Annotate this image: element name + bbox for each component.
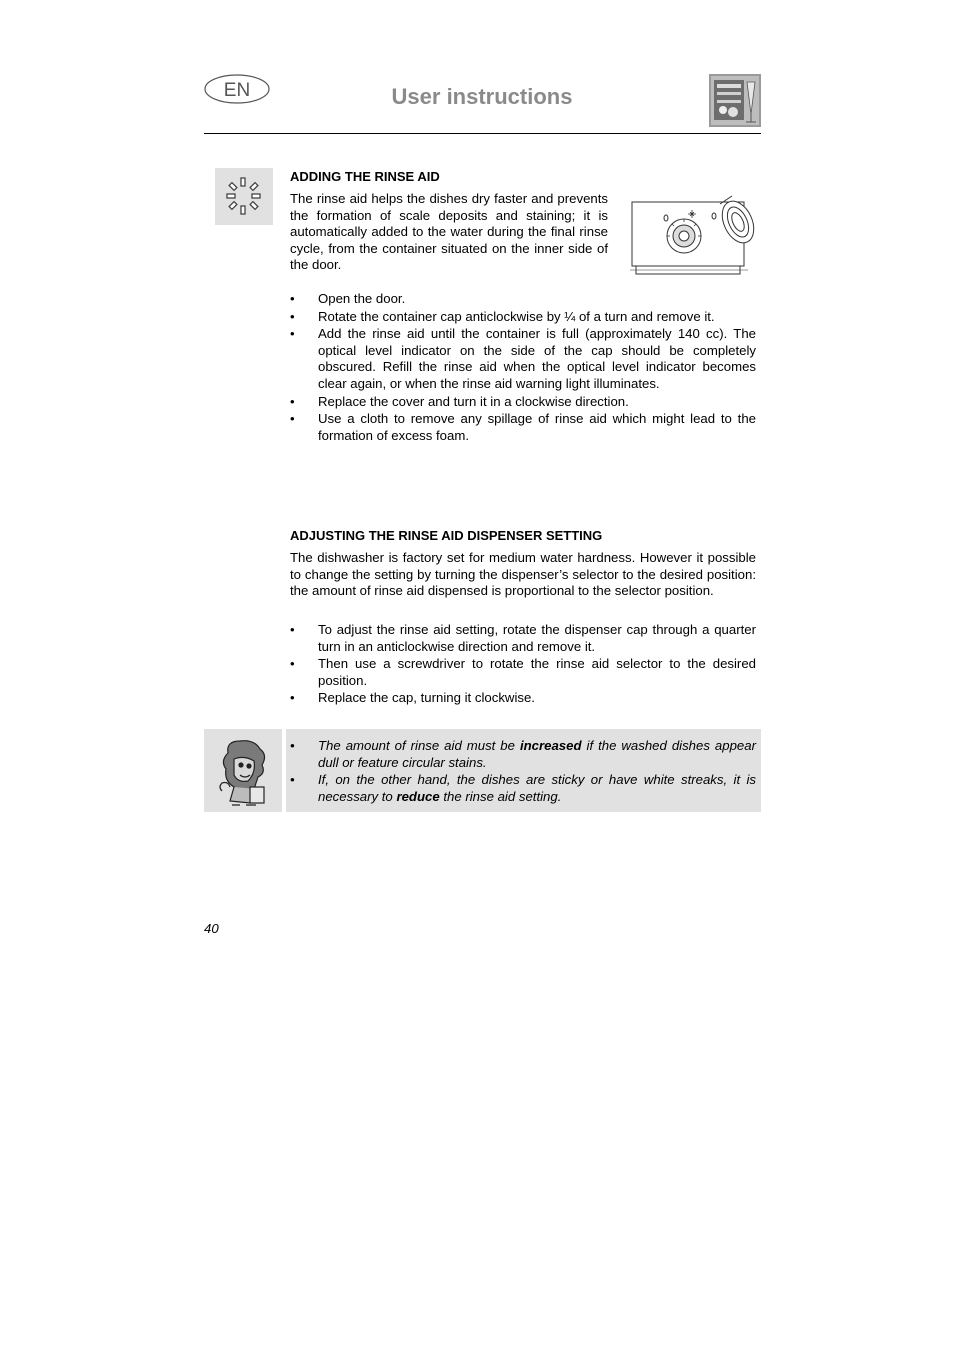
rinse-aid-dispenser-illustration bbox=[628, 186, 760, 280]
tip-text: if the washed dishes appear dull or feature circular stains. bbox=[318, 738, 756, 770]
tip-cartoon-character-icon bbox=[204, 729, 282, 812]
list-item bbox=[290, 394, 756, 411]
list-item-text: Rotate the container cap anticlockwise by ¼ of a turn and remove it. bbox=[318, 308, 715, 324]
list-item bbox=[290, 656, 756, 689]
list-item-text: Then use a screwdriver to rotate the rinse aid selector to the desired position. bbox=[318, 656, 756, 688]
bullet: • bbox=[290, 326, 295, 342]
list-item-text: Add the rinse aid until the container is full (approximately 140 cc). The optical level indicator on the side of the cap should be completely obscured. Refill the rinse aid when the optical level indicator becomes clear again, or when the rinse aid warning light illuminates. bbox=[318, 326, 756, 391]
bullet: • bbox=[290, 738, 295, 753]
section-intro-paragraph: The dishwasher is factory set for medium water hardness. However it possible to change the setting by turning the dispenser’s selector to the desired position: the amount of rinse aid dispensed is proportional to the selector position. bbox=[290, 550, 756, 599]
page-number: 40 bbox=[204, 921, 219, 936]
list-item-text: To adjust the rinse aid setting, rotate the dispenser cap through a quarter turn in an anticlockwise direction and remove it. bbox=[318, 622, 756, 654]
list-item bbox=[290, 291, 756, 308]
list-item-text: Replace the cover and turn it in a clockwise direction. bbox=[318, 393, 629, 409]
list-item bbox=[290, 738, 756, 771]
header-divider bbox=[204, 133, 761, 134]
list-item bbox=[290, 690, 756, 707]
list-item bbox=[290, 411, 756, 444]
page-title: User instructions bbox=[391, 84, 573, 109]
list-item bbox=[290, 772, 756, 805]
tip-emphasis: increased bbox=[519, 738, 582, 753]
list-item bbox=[290, 622, 756, 655]
tip-emphasis: reduce bbox=[396, 788, 440, 804]
bullet: • bbox=[290, 656, 295, 672]
list-item-text: Open the door. bbox=[318, 291, 406, 306]
list-item-text: Use a cloth to remove any spillage of rinse aid which might lead to the formation of excess foam. bbox=[318, 411, 756, 443]
adjust-steps-list bbox=[290, 622, 756, 708]
tip-text: If, on the other hand, the dishes are sticky or have white streaks, it is necessary to bbox=[318, 772, 756, 804]
bullet: • bbox=[290, 622, 295, 637]
list-item bbox=[290, 326, 756, 392]
language-code: EN bbox=[223, 80, 251, 101]
section-heading-adding-rinse-aid: ADDING THE RINSE AID bbox=[290, 169, 440, 184]
bullet: • bbox=[290, 772, 295, 788]
list-item bbox=[290, 309, 756, 326]
rinse-aid-steps-list bbox=[290, 291, 756, 445]
list-item-text: Replace the cap, turning it clockwise. bbox=[318, 690, 535, 706]
bullet: • bbox=[290, 308, 295, 324]
tip-list bbox=[290, 738, 756, 806]
bullet: • bbox=[290, 393, 295, 409]
tip-text: the rinse aid setting. bbox=[439, 788, 562, 804]
bullet: • bbox=[290, 411, 295, 427]
bullet: • bbox=[290, 291, 295, 306]
tip-text: The amount of rinse aid must be bbox=[318, 738, 520, 753]
section-intro-paragraph: The rinse aid helps the dishes dry faster and prevents the formation of scale deposits and staining; it is automatically added to the water during the final rinse cycle, from the container situated on the inner side of the door. bbox=[290, 191, 608, 273]
bullet: • bbox=[290, 690, 295, 706]
dishwasher-photo-icon bbox=[709, 74, 761, 127]
section-heading-adjusting-dispenser: ADJUSTING THE RINSE AID DISPENSER SETTING bbox=[290, 528, 603, 543]
rinse-aid-sun-icon bbox=[215, 168, 273, 225]
